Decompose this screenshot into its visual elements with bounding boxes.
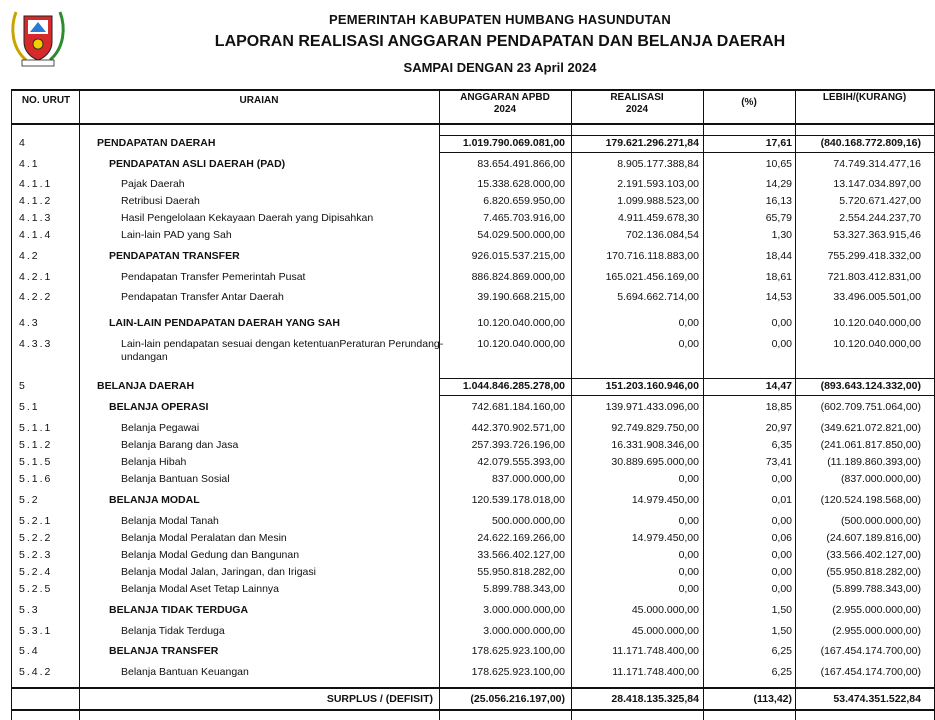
row-anggaran: 39.190.668.215,00 [477, 291, 565, 303]
col-header-anggaran-year: 2024 [493, 104, 517, 115]
row-lebih: 721.803.412.831,00 [827, 271, 921, 283]
row-no: 5.1.6 [19, 473, 53, 485]
row-persen: 6,25 [771, 645, 792, 657]
table-row [11, 532, 935, 548]
row-no: 5.2.4 [19, 566, 53, 578]
row-no: 5.1.1 [19, 422, 53, 434]
row-uraian: BELANJA OPERASI [109, 401, 209, 413]
table-row [11, 380, 935, 396]
row-persen: 14,29 [765, 178, 792, 190]
row-uraian: Belanja Modal Peralatan dan Mesin [121, 532, 287, 544]
row-lebih: (55.950.818.282,00) [826, 566, 921, 578]
row-persen: 1,50 [771, 625, 792, 637]
table-row [11, 422, 935, 438]
table-row [11, 625, 935, 641]
row-realisasi: 0,00 [678, 317, 699, 329]
row-anggaran: 442.370.902.571,00 [471, 422, 565, 434]
row-uraian: Belanja Bantuan Keuangan [121, 666, 249, 678]
row-no: 4.1.2 [19, 195, 53, 207]
row-realisasi: 0,00 [678, 473, 699, 485]
row-uraian: Belanja Tidak Terduga [121, 625, 225, 637]
row-lebih: (2.955.000.000,00) [832, 604, 921, 616]
table-row [11, 401, 935, 417]
table-row [11, 549, 935, 565]
row-persen: 10,65 [765, 158, 792, 170]
row-anggaran: 500.000.000,00 [492, 515, 565, 527]
row-anggaran: 1.019.790.069.081,00 [462, 137, 565, 149]
row-no: 4.3.3 [19, 338, 53, 350]
row-persen: 6,25 [771, 666, 792, 678]
row-anggaran: 10.120.040.000,00 [477, 317, 565, 329]
row-anggaran: 6.820.659.950,00 [483, 195, 565, 207]
row-no: 5.2.2 [19, 532, 53, 544]
row-uraian: Lain-lain PAD yang Sah [121, 229, 232, 241]
table-row [11, 494, 935, 510]
table-row [11, 250, 935, 266]
col-header-realisasi-year: 2024 [625, 104, 649, 115]
row-realisasi: 16.331.908.346,00 [611, 439, 699, 451]
table-row [11, 566, 935, 582]
row-uraian: LAIN-LAIN PENDAPATAN DAERAH YANG SAH [109, 317, 341, 329]
row-lebih: (2.955.000.000,00) [832, 625, 921, 637]
row-uraian: Belanja Barang dan Jasa [121, 439, 239, 451]
row-persen: 18,61 [765, 271, 792, 283]
row-persen: 1,50 [771, 604, 792, 616]
row-realisasi: 4.911.459.678,30 [618, 212, 699, 224]
row-lebih: (241.061.817.850,00) [820, 439, 921, 451]
row-no: 5.1 [19, 401, 40, 413]
row-realisasi: 0,00 [678, 566, 699, 578]
row-lebih: (33.566.402.127,00) [826, 549, 921, 561]
row-lebih: (11.189.860.393,00) [827, 456, 921, 468]
row-uraian: Pajak Daerah [121, 178, 185, 190]
table-row [11, 291, 935, 307]
row-realisasi: 2.191.593.103,00 [617, 178, 699, 190]
row-lebih: 755.299.418.332,00 [827, 250, 921, 262]
row-no: 5.4.2 [19, 666, 53, 678]
row-anggaran: 54.029.500.000,00 [477, 229, 565, 241]
row-lebih: (893.643.124.332,00) [820, 380, 921, 392]
row-no: 5.1.2 [19, 439, 53, 451]
row-persen: 16,13 [765, 195, 792, 207]
row-anggaran: 83.654.491.866,00 [477, 158, 565, 170]
row-realisasi: 14.979.450,00 [631, 494, 699, 506]
row-uraian-continued: undangan [121, 351, 168, 363]
row-persen: 0,06 [771, 532, 792, 544]
col-header-lebih: LEBIH/(KURANG) [822, 92, 907, 103]
table-row [11, 604, 935, 620]
surplus-lebih: 53.474.351.522,84 [833, 693, 921, 705]
surplus-persen: (113,42) [753, 693, 792, 705]
row-lebih: (837.000.000,00) [841, 473, 921, 485]
col-header-anggaran [439, 92, 571, 116]
row-anggaran: 24.622.169.266,00 [477, 532, 565, 544]
row-uraian: BELANJA MODAL [109, 494, 200, 506]
table-row [11, 456, 935, 472]
row-anggaran: 5.899.788.343,00 [483, 583, 565, 595]
row-realisasi: 151.203.160.946,00 [605, 380, 699, 392]
row-lebih: (349.621.072.821,00) [820, 422, 921, 434]
row-uraian: Belanja Hibah [121, 456, 187, 468]
row-no: 5.3 [19, 604, 40, 616]
row-persen: 0,00 [771, 549, 792, 561]
row-lebih: 53.327.363.915,46 [833, 229, 921, 241]
row-anggaran: 15.338.628.000,00 [477, 178, 565, 190]
row-lebih: 10.120.040.000,00 [833, 317, 921, 329]
report-title: LAPORAN REALISASI ANGGARAN PENDAPATAN DAN BELANJA DAERAH [214, 33, 786, 50]
row-persen: 18,44 [765, 250, 792, 262]
row-realisasi: 45.000.000,00 [631, 625, 699, 637]
row-no: 4.3 [19, 317, 40, 329]
row-anggaran: 55.950.818.282,00 [477, 566, 565, 578]
col-header-uraian: URAIAN [239, 95, 279, 106]
row-realisasi: 179.621.296.271,84 [605, 137, 699, 149]
row-uraian: PENDAPATAN DAERAH [97, 137, 216, 149]
col-header-no: NO. URUT [21, 95, 71, 106]
row-realisasi: 170.716.118.883,00 [606, 250, 699, 262]
row-lebih: 10.120.040.000,00 [833, 338, 921, 350]
row-uraian: Belanja Modal Gedung dan Bangunan [121, 549, 300, 561]
header-bottom-border [11, 123, 935, 125]
col-header-realisasi-label: REALISASI [610, 92, 664, 103]
row-anggaran: 7.465.703.916,00 [483, 212, 565, 224]
report-period: SAMPAI DENGAN 23 April 2024 [403, 60, 597, 75]
row-persen: 73,41 [765, 456, 792, 468]
row-persen: 6,35 [771, 439, 792, 451]
row-persen: 0,00 [771, 566, 792, 578]
row-anggaran: 926.015.537.215,00 [471, 250, 565, 262]
row-uraian: Lain-lain pendapatan sesuai dengan ketentuanPeraturan Perundang- [121, 338, 444, 350]
col-header-persen: (%) [741, 97, 757, 108]
table-row [11, 317, 935, 333]
row-persen: 1,30 [771, 229, 792, 241]
row-realisasi: 5.694.662.714,00 [617, 291, 699, 303]
row-persen: 18,85 [765, 401, 792, 413]
row-lebih: 13.147.034.897,00 [833, 178, 921, 190]
row-realisasi: 45.000.000,00 [631, 604, 699, 616]
row-anggaran: 1.044.846.285.278,00 [462, 380, 565, 392]
surplus-label: SURPLUS / (DEFISIT) [326, 693, 433, 705]
row-lebih: 5.720.671.427,00 [839, 195, 921, 207]
row-no: 4.2.1 [19, 271, 53, 283]
row-no: 4.1.1 [19, 178, 53, 190]
row-anggaran: 837.000.000,00 [492, 473, 565, 485]
table-row [11, 439, 935, 455]
row-uraian: Hasil Pengelolaan Kekayaan Daerah yang Dipisahkan [121, 212, 374, 224]
row-no: 5.2.1 [19, 515, 53, 527]
report-header [0, 0, 935, 90]
row-no: 5.4 [19, 645, 40, 657]
row-persen: 0,00 [771, 515, 792, 527]
table-row [11, 158, 935, 174]
row-realisasi: 11.171.748.400,00 [612, 645, 699, 657]
row-lebih: (5.899.788.343,00) [832, 583, 921, 595]
row-persen: 0,00 [771, 338, 792, 350]
row-persen: 0,00 [771, 583, 792, 595]
row-realisasi: 11.171.748.400,00 [612, 666, 699, 678]
table-row [11, 229, 935, 245]
row-lebih: (120.524.198.568,00) [820, 494, 921, 506]
row-persen: 0,00 [771, 317, 792, 329]
row-lebih: (500.000.000,00) [841, 515, 921, 527]
row-anggaran: 886.824.869.000,00 [471, 271, 565, 283]
row-realisasi: 0,00 [678, 515, 699, 527]
row-no: 4.2 [19, 250, 40, 262]
row-lebih: 74.749.314.477,16 [833, 158, 921, 170]
row-realisasi: 14.979.450,00 [631, 532, 699, 544]
table-row [11, 515, 935, 531]
row-realisasi: 702.136.084,54 [626, 229, 699, 241]
row-anggaran: 257.393.726.196,00 [471, 439, 565, 451]
row-realisasi: 1.099.988.523,00 [617, 195, 699, 207]
row-persen: 20,97 [765, 422, 792, 434]
row-no: 4 [19, 137, 27, 149]
row-realisasi: 0,00 [678, 338, 699, 350]
col-header-anggaran-label: ANGGARAN APBD [460, 92, 550, 103]
row-no: 4.1 [19, 158, 40, 170]
surplus-realisasi: 28.418.135.325,84 [611, 693, 699, 705]
table-row [11, 645, 935, 661]
row-uraian: Belanja Modal Jalan, Jaringan, dan Irigasi [121, 566, 316, 578]
row-no: 5.2.5 [19, 583, 53, 595]
table-top-border [11, 89, 935, 91]
row-no: 5.2.3 [19, 549, 53, 561]
row-uraian: Belanja Pegawai [121, 422, 200, 434]
row-uraian: Belanja Modal Tanah [121, 515, 219, 527]
row-uraian: Pendapatan Transfer Pemerintah Pusat [121, 271, 306, 283]
row-anggaran: 3.000.000.000,00 [483, 625, 565, 637]
row-no: 5.1.5 [19, 456, 53, 468]
row-uraian: Pendapatan Transfer Antar Daerah [121, 291, 284, 303]
row-anggaran: 178.625.923.100,00 [471, 666, 565, 678]
row-no: 4.2.2 [19, 291, 53, 303]
row-realisasi: 30.889.695.000,00 [611, 456, 699, 468]
table-row [11, 178, 935, 194]
row-anggaran: 178.625.923.100,00 [471, 645, 565, 657]
row-uraian: PENDAPATAN ASLI DAERAH (PAD) [109, 158, 286, 170]
row-realisasi: 0,00 [678, 549, 699, 561]
row-uraian: Belanja Modal Aset Tetap Lainnya [121, 583, 280, 595]
row-anggaran: 33.566.402.127,00 [477, 549, 565, 561]
row-anggaran: 742.681.184.160,00 [471, 401, 565, 413]
row-lebih: (840.168.772.809,16) [820, 137, 921, 149]
row-no: 5.3.1 [19, 625, 53, 637]
table-row [11, 195, 935, 211]
surplus-top-border [11, 687, 935, 689]
row-realisasi: 92.749.829.750,00 [611, 422, 699, 434]
row-anggaran: 120.539.178.018,00 [471, 494, 565, 506]
row-realisasi: 0,00 [678, 583, 699, 595]
row-uraian: Belanja Bantuan Sosial [121, 473, 230, 485]
surplus-bottom-border [11, 709, 935, 711]
row-no: 5.2 [19, 494, 40, 506]
table-row [11, 666, 935, 682]
row-no: 4.1.3 [19, 212, 53, 224]
surplus-anggaran: (25.056.216.197,00) [470, 693, 565, 705]
row-persen: 14,47 [765, 380, 792, 392]
row-anggaran: 10.120.040.000,00 [477, 338, 565, 350]
row-realisasi: 165.021.456.169,00 [605, 271, 699, 283]
row-lebih: 2.554.244.237,70 [839, 212, 921, 224]
table-row [11, 271, 935, 287]
row-uraian: BELANJA DAERAH [97, 380, 195, 392]
row-lebih: (24.607.189.816,00) [826, 532, 921, 544]
row-no: 5 [19, 380, 27, 392]
row-lebih: (167.454.174.700,00) [820, 645, 921, 657]
row-persen: 0,00 [771, 473, 792, 485]
row-persen: 0,01 [771, 494, 792, 506]
budget-table [11, 89, 935, 720]
row-anggaran: 3.000.000.000,00 [483, 604, 565, 616]
col-header-realisasi [571, 92, 703, 116]
row-persen: 65,79 [765, 212, 792, 224]
table-row [11, 212, 935, 228]
row-uraian: Retribusi Daerah [121, 195, 200, 207]
row-realisasi: 8.905.177.388,84 [617, 158, 699, 170]
row-uraian: BELANJA TIDAK TERDUGA [109, 604, 249, 616]
row-realisasi: 139.971.433.096,00 [605, 401, 699, 413]
row-lebih: (167.454.174.700,00) [820, 666, 921, 678]
row-lebih: (602.709.751.064,00) [820, 401, 921, 413]
row-persen: 14,53 [765, 291, 792, 303]
surplus-row [11, 693, 935, 709]
row-lebih: 33.496.005.501,00 [833, 291, 921, 303]
row-no: 4.1.4 [19, 229, 53, 241]
table-row [11, 583, 935, 599]
table-row [11, 473, 935, 489]
row-uraian: PENDAPATAN TRANSFER [109, 250, 240, 262]
government-name: PEMERINTAH KABUPATEN HUMBANG HASUNDUTAN [329, 12, 671, 27]
row-persen: 17,61 [765, 137, 792, 149]
table-row [11, 338, 935, 368]
table-row [11, 137, 935, 153]
row-anggaran: 42.079.555.393,00 [477, 456, 565, 468]
row-uraian: BELANJA TRANSFER [109, 645, 219, 657]
